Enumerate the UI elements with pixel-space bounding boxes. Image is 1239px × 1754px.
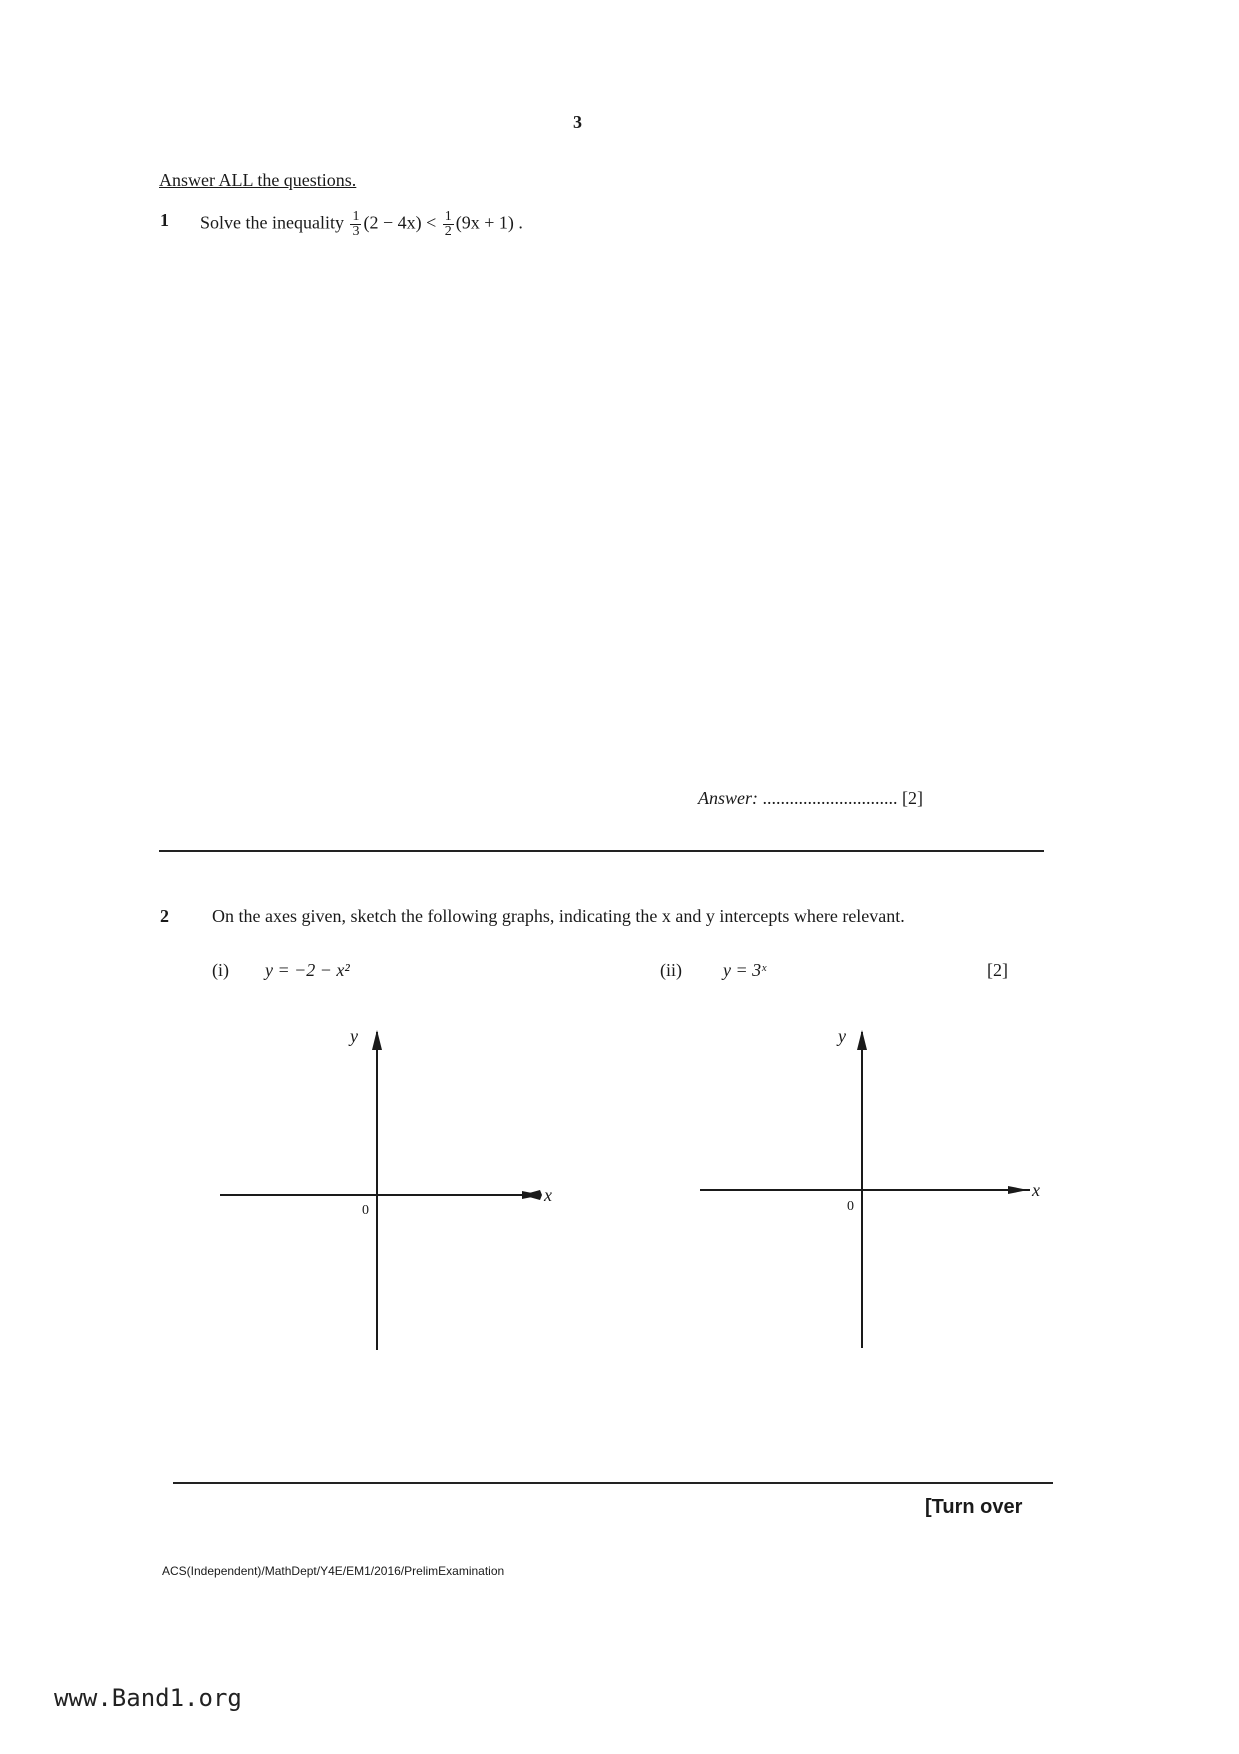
graph-i-y-arrowhead — [372, 1030, 382, 1050]
question-1-text — [200, 210, 523, 239]
part-i-label: (i) — [212, 960, 229, 980]
section-divider — [159, 850, 1044, 852]
fraction-one-half — [443, 210, 454, 239]
fraction-numerator: 1 — [352, 209, 360, 224]
turn-over-label: [Turn over — [925, 1496, 1023, 1518]
answer-label: Answer: — [698, 788, 758, 808]
graph-i-x-label: x — [544, 1185, 552, 1205]
part-ii-equation: y = 3ˣ — [723, 960, 767, 980]
graph-i-origin-label: 0 — [362, 1203, 369, 1218]
graph-ii-origin-label: 0 — [847, 1199, 854, 1214]
question-2-prompt: On the axes given, sketch the following graphs, indicating the x and y intercepts where relevant. — [212, 906, 905, 926]
fraction-denominator: 2 — [444, 224, 452, 239]
graph-ii-x-arrowhead — [1008, 1186, 1028, 1194]
graph-ii-axes[interactable] — [690, 1020, 1050, 1360]
question-1-tail: (9x + 1) . — [455, 212, 523, 233]
graph-ii-y-arrowhead — [857, 1030, 867, 1050]
page-number: 3 — [573, 112, 582, 132]
fraction-denominator: 3 — [352, 224, 360, 239]
graph-ii-x-label: x — [1032, 1180, 1040, 1200]
graph-i-y-label: y — [350, 1026, 358, 1046]
question-1-answer-line[interactable] — [698, 788, 923, 809]
fraction-one-third — [350, 210, 361, 239]
question-1-prompt: Solve the inequality — [200, 212, 344, 233]
website-watermark: www.Band1.org — [54, 1684, 242, 1712]
answer-blank[interactable]: .............................. — [762, 788, 898, 808]
graph-ii-y-label: y — [838, 1026, 846, 1046]
fraction-numerator: 1 — [444, 209, 452, 224]
question-1-number: 1 — [160, 210, 169, 230]
bottom-divider — [173, 1482, 1053, 1484]
question-2-number: 2 — [160, 906, 169, 926]
graph-i-axes[interactable] — [200, 1020, 560, 1360]
part-ii-label: (ii) — [660, 960, 682, 980]
footer-reference: ACS(Independent)/MathDept/Y4E/EM1/2016/PrelimExamination — [162, 1564, 505, 1578]
question-1-marks: [2] — [902, 788, 923, 808]
part-i-equation: y = −2 − x² — [265, 960, 350, 980]
question-1-middle: (2 − 4x) < — [363, 212, 437, 233]
question-2-marks: [2] — [987, 960, 1008, 980]
instructions: Answer ALL the questions. — [159, 170, 357, 190]
